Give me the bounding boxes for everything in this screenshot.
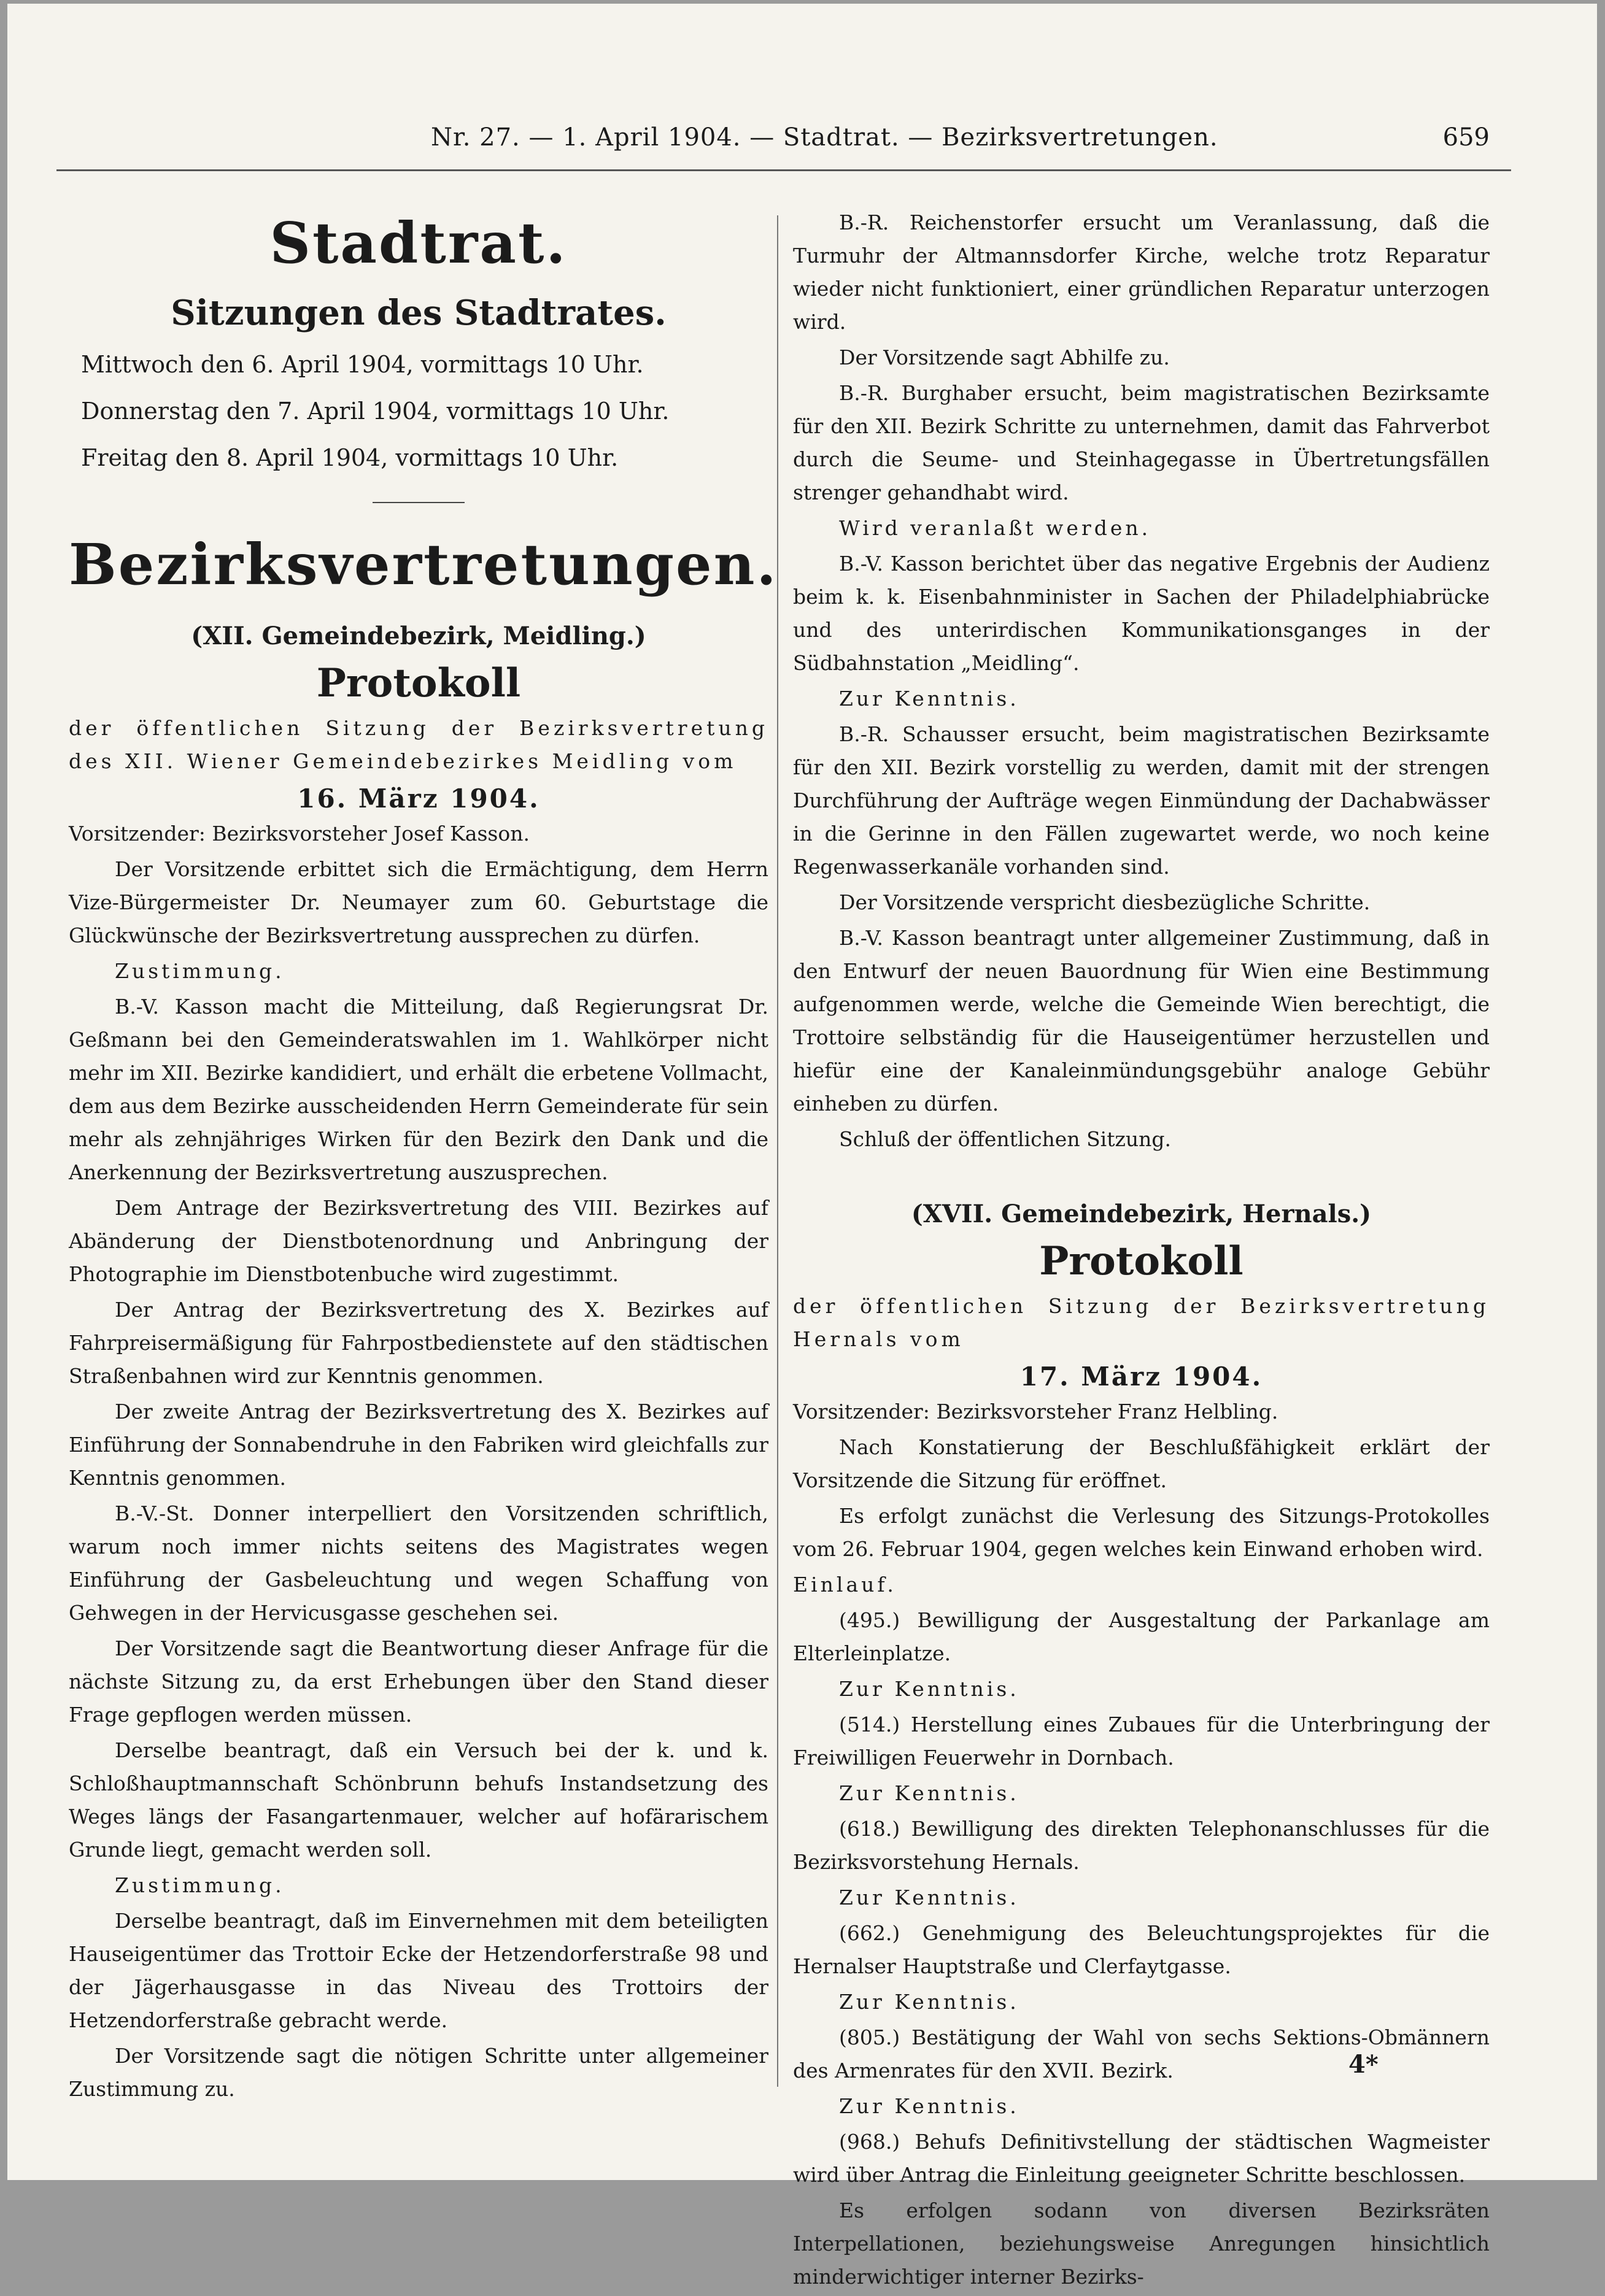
paragraph: Wird veranlaßt werden.: [839, 516, 1151, 540]
date-line: Freitag den 8. April 1904, vormittags 10 Uhr.: [81, 444, 619, 471]
paragraph: B.-R. Reichenstorfer ersucht um Veranlassung, daß die Turmuhr der Altmannsdorfer Kirche, welche trotz Reparatur wieder nicht funktioniert, einer gründlichen Reparatur unterzogen wird.: [793, 210, 1490, 334]
date-line: Donnerstag den 7. April 1904, vormittags 10 Uhr.: [81, 398, 670, 425]
paragraph: Zur Kenntnis.: [839, 1990, 1019, 2014]
district-heading: (XII. Gemeindebezirk, Meidling.): [191, 622, 646, 650]
protokoll-heading: Protokoll: [316, 660, 521, 706]
sitzungen-title: Sitzungen des Stadtrates.: [171, 293, 667, 333]
paragraph: Einlauf.: [793, 1573, 897, 1597]
paragraph: (805.) Bestätigung der Wahl von sechs Sektions-Obmännern des Armenrates für den XVII. Bezirk.: [793, 2025, 1490, 2082]
paragraph: Dem Antrage der Bezirksvertretung des VIII. Bezirkes auf Abänderung der Dienstbotenordnung und Anbringung der Photographie im Dienstbotenbuche wird zugestimmt.: [69, 1196, 768, 1286]
right-column: [793, 206, 1490, 2296]
paragraph: Zur Kenntnis.: [839, 1677, 1019, 1701]
page-number: 659: [1442, 123, 1490, 152]
header-rule: [56, 169, 1511, 171]
newspaper-page: [7, 4, 1597, 2289]
paragraph: (618.) Bewilligung des direkten Telephonanschlusses für die Bezirksvorstehung Hernals.: [793, 1817, 1490, 1874]
chair-line: Vorsitzender: Bezirksvorsteher Josef Kasson.: [69, 822, 530, 846]
paragraph: Zur Kenntnis.: [839, 2094, 1019, 2118]
paragraph: Zustimmung.: [115, 1873, 285, 1897]
protokoll-subtitle: der öffentlichen Sitzung der Bezirksvertretung des XII. Wiener Gemeindebezirkes Meidling vom: [69, 716, 768, 773]
paragraph: Derselbe beantragt, daß im Einvernehmen mit dem beteiligten Hauseigentümer das Trottoir Ecke der Hetzendorferstraße 98 und der Jägerhausgasse in das Niveau des Trottoirs der Hetzendorferstraße gebracht werde.: [69, 1909, 768, 2032]
protokoll-date: 17. März 1904.: [1019, 1362, 1263, 1392]
paragraph: Es erfolgen sodann von diversen Bezirksräten Interpellationen, beziehungsweise Anregungen hinsichtlich minderwichtiger interner Bezirks-: [793, 2198, 1490, 2289]
paragraph: B.-V. Kasson berichtet über das negative Ergebnis der Audienz beim k. k. Eisenbahnminister in Sachen der Philadelphiabrücke und des unterirdischen Kommunikationsganges in der Südbahnstation „Meidling“.: [793, 552, 1490, 675]
meeting-dates: [69, 341, 768, 481]
column-divider: [777, 215, 778, 2087]
paragraph: Der Vorsitzende sagt die Beantwortung dieser Anfrage für die nächste Sitzung zu, da erst Erhebungen über den Stand dieser Frage gepflogen werden müssen.: [69, 1636, 768, 1727]
paragraph: Derselbe beantragt, daß ein Versuch bei der k. und k. Schloßhauptmannschaft Schönbrunn behufs Instandsetzung des Weges längs der Fasangartenmauer, welcher auf hofärarischem Grunde liegt, gemacht werden soll.: [69, 1738, 768, 1862]
paragraph: B.-V.-St. Donner interpelliert den Vorsitzenden schriftlich, warum noch immer nichts seitens des Magistrates wegen Einführung der Gasbeleuchtung und wegen Schaffung von Gehwegen in der Hervicusgasse geschehen sei.: [69, 1501, 768, 1625]
paragraph: Der Vorsitzende sagt die nötigen Schritte unter allgemeiner Zustimmung zu.: [69, 2044, 768, 2101]
page-header: [7, 123, 1597, 166]
paragraph: Der Vorsitzende sagt Abhilfe zu.: [839, 345, 1170, 369]
header-title: Nr. 27. — 1. April 1904. — Stadtrat. — Bezirksvertretungen.: [431, 123, 1218, 152]
paragraph: (514.) Herstellung eines Zubaues für die Unterbringung der Freiwilligen Feuerwehr in Dornbach.: [793, 1712, 1490, 1770]
paragraph: Zustimmung.: [115, 959, 285, 983]
chair-line: Vorsitzender: Bezirksvorsteher Franz Helbling.: [793, 1400, 1278, 1423]
district-heading: (XVII. Gemeindebezirk, Hernals.): [911, 1200, 1372, 1228]
paragraph: B.-V. Kasson beantragt unter allgemeiner Zustimmung, daß in den Entwurf der neuen Bauordnung für Wien eine Bestimmung aufgenommen werde, welche die Gemeinde Wien berechtigt, die Trottoire selbständig für die Hauseigentümer herzustellen und hiefür eine der Kanaleinmündungsgebühr analoge Gebühr einheben zu dürfen.: [793, 926, 1490, 1115]
paragraph: B.-R. Schausser ersucht, beim magistratischen Bezirksamte für den XII. Bezirk vorstellig zu werden, damit mit der strengen Durchführung der Aufträge wegen Einmündung der Dachabwässer in die Gerinne in den Fällen zugewartet werde, wo noch keine Regenwasserkanäle vorhanden sind.: [793, 722, 1490, 879]
signature-mark: 4*: [1348, 2050, 1379, 2079]
paragraph: (968.) Behufs Definitivstellung der städtischen Wagmeister wird über Antrag die Einleitung geeigneter Schritte beschlossen.: [793, 2130, 1490, 2187]
paragraph: Nach Konstatierung der Beschlußfähigkeit erklärt der Vorsitzende die Sitzung für eröffnet.: [793, 1435, 1490, 1492]
section-rule: [373, 502, 465, 503]
protokoll-subtitle: der öffentlichen Sitzung der Bezirksvertretung Hernals vom: [793, 1294, 1490, 1351]
paragraph: Der zweite Antrag der Bezirksvertretung des X. Bezirkes auf Einführung der Sonnabendruhe in den Fabriken wird gleichfalls zur Kenntnis genommen.: [69, 1400, 768, 1490]
paragraph: Der Antrag der Bezirksvertretung des X. Bezirkes auf Fahrpreisermäßigung für Fahrpostbedienstete auf den städtischen Straßenbahnen wird zur Kenntnis genommen.: [69, 1298, 768, 1388]
paragraph: B.-R. Burghaber ersucht, beim magistratischen Bezirksamte für den XII. Bezirk Schritte zu unternehmen, damit das Fahrverbot durch die Seume- und Steinhagegasse in Übertretungsfällen strenger gehandhabt wird.: [793, 381, 1490, 504]
paragraph: Es erfolgt zunächst die Verlesung des Sitzungs-Protokolles vom 26. Februar 1904, gegen welches kein Einwand erhoben wird.: [793, 1504, 1490, 1561]
protokoll-heading: Protokoll: [1039, 1238, 1243, 1284]
paragraph: Schluß der öffentlichen Sitzung.: [839, 1127, 1172, 1151]
paragraph: Zur Kenntnis.: [839, 1886, 1019, 1909]
left-column: [69, 206, 778, 2108]
paragraph: (495.) Bewilligung der Ausgestaltung der Parkanlage am Elterleinplatze.: [793, 1608, 1490, 1665]
paragraph: (662.) Genehmigung des Beleuchtungsprojektes für die Hernalser Hauptstraße und Clerfaytgasse.: [793, 1921, 1490, 1978]
paragraph: Zur Kenntnis.: [839, 687, 1019, 711]
paragraph: Der Vorsitzende verspricht diesbezügliche Schritte.: [839, 890, 1371, 914]
paragraph: Zur Kenntnis.: [839, 1781, 1019, 1805]
stadtrat-title: Stadtrat.: [269, 210, 568, 276]
paragraph: Der Vorsitzende erbittet sich die Ermächtigung, dem Herrn Vize-Bürgermeister Dr. Neumayer zum 60. Geburtstage die Glückwünsche der Bezirksvertretung aussprechen zu dürfen.: [69, 857, 768, 947]
date-line: Mittwoch den 6. April 1904, vormittags 10 Uhr.: [81, 351, 644, 378]
protokoll-date: 16. März 1904.: [297, 784, 540, 814]
bezirk-title: Bezirksvertretungen.: [69, 531, 778, 598]
paragraph: B.-V. Kasson macht die Mitteilung, daß Regierungsrat Dr. Geßmann bei den Gemeinderatswahlen im 1. Wahlkörper nicht mehr im XII. Bezirke kandidiert, und erhält die erbetene Vollmacht, dem aus dem Bezirke ausscheidenden Herrn Gemeinderate für sein mehr als zehnjähriges Wirken für den Bezirk den Dank und die Anerkennung der Bezirksvertretung auszusprechen.: [69, 995, 768, 1184]
